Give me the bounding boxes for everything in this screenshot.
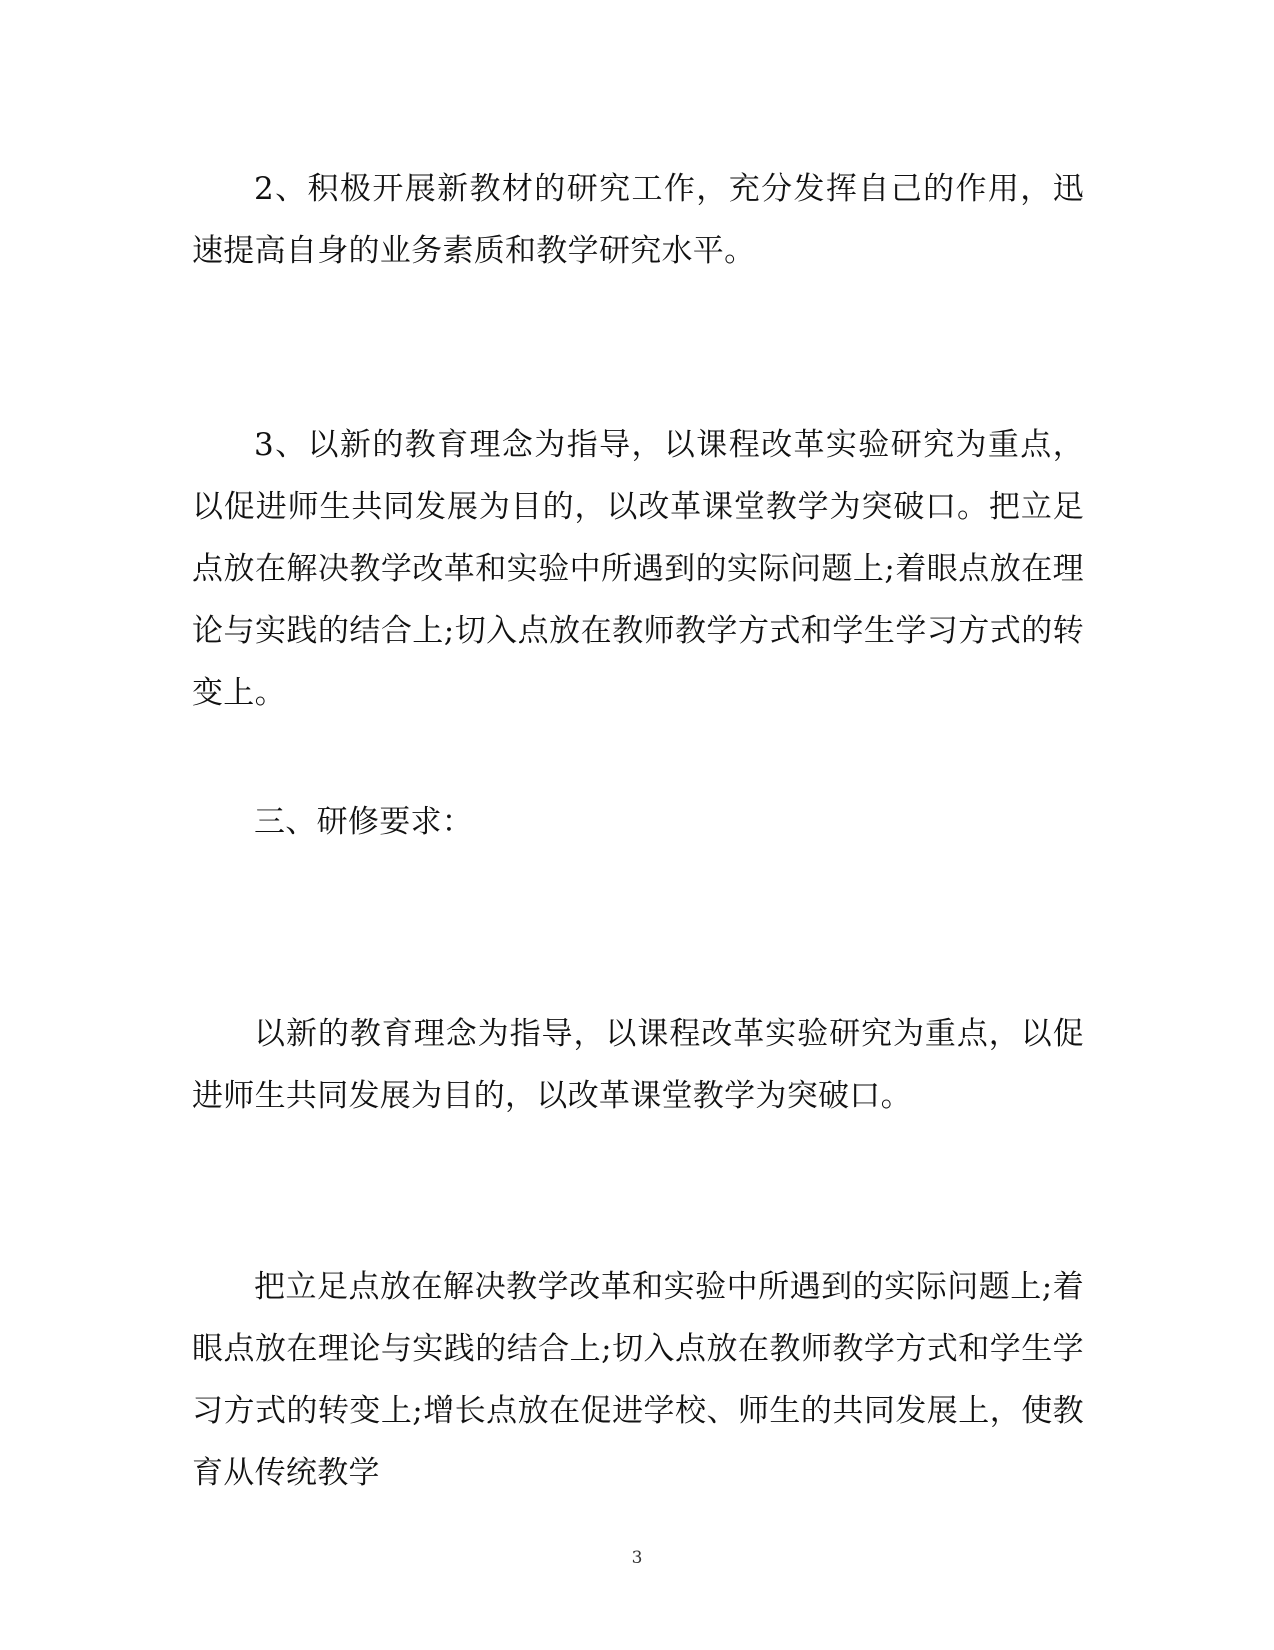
paragraph-item-2: 2、积极开展新教材的研究工作，充分发挥自己的作用，迅速提高自身的业务素质和教学研究水平。	[192, 171, 1084, 269]
paragraph-requirements-detail: 把立足点放在解决教学改革和实验中所遇到的实际问题上;着眼点放在理论与实践的结合上;切入点放在教师教学方式和学生学习方式的转变上;增长点放在促进学校、师生的共同发展上，使教育从传统教学	[192, 1269, 1084, 1491]
section-heading-research-requirements: 三、研修要求：	[254, 804, 474, 840]
paragraph-item-3: 3、以新的教育理念为指导，以课程改革实验研究为重点，以促进师生共同发展为目的，以改革课堂教学为突破口。把立足点放在解决教学改革和实验中所遇到的实际问题上;着眼点放在理论与实践的结合上;切入点放在教师教学方式和学生学习方式的转变上。	[192, 427, 1084, 711]
paragraph-requirements-intro: 以新的教育理念为指导，以课程改革实验研究为重点，以促进师生共同发展为目的，以改革课堂教学为突破口。	[192, 1016, 1084, 1114]
page-number: 3	[631, 1548, 643, 1568]
